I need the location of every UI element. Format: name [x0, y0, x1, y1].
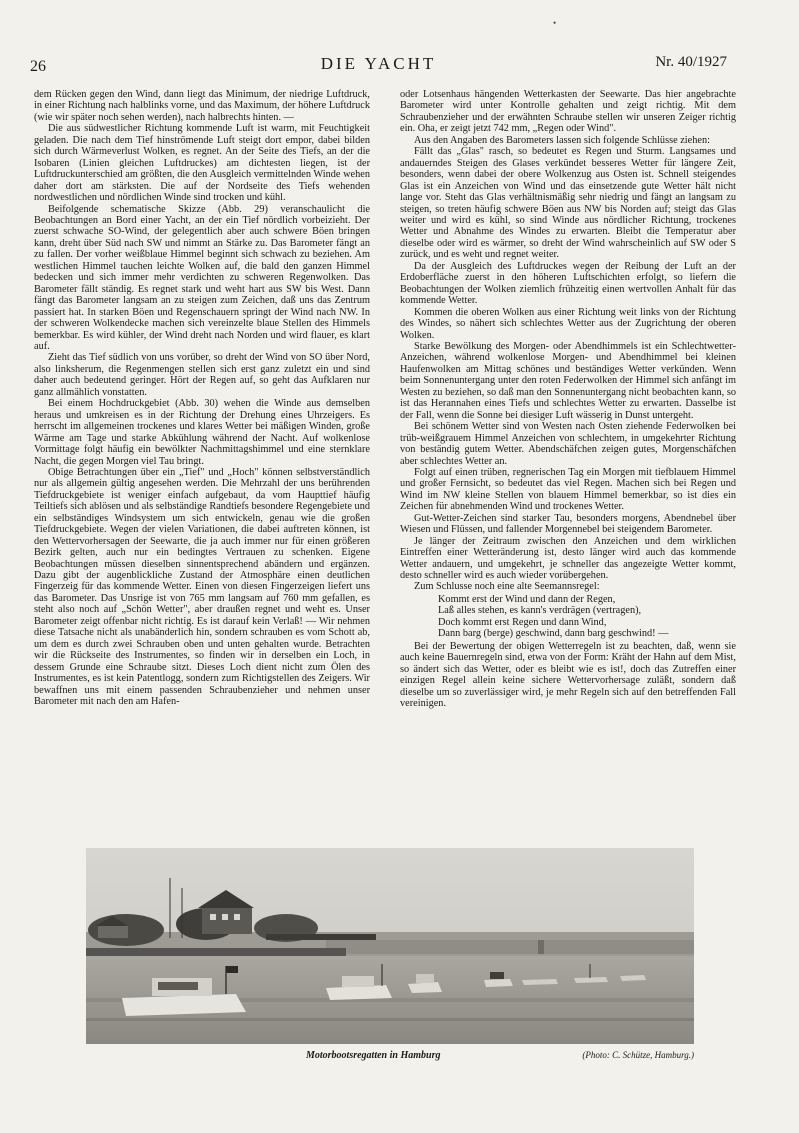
- paragraph: Zum Schlusse noch eine alte Seemannsregel:: [414, 581, 600, 593]
- right-text-column: [400, 89, 736, 709]
- verse-line: Kommt erst der Wind und dann der Regen,: [438, 593, 616, 605]
- paragraph: oder Lotsenhaus hängenden Wetterkasten der Seewarte. Das hier angebrachte Barometer wird unter Kontrolle gehalten und zeigt richtig. Mit dem Schraubenzieher und der erwähnten Schraube stellen wir unseren Zeiger richtig ein. Oha, er zeigt jetzt 742 mm, „Regen oder Wind".: [400, 89, 736, 135]
- regatta-photo: [86, 848, 694, 1044]
- verse-line: Laß alles stehen, es kann's verdrägen (vertragen),: [438, 605, 642, 617]
- issue-number: Nr. 40/1927: [655, 54, 727, 70]
- verse-line: Dann barg (berge) geschwind, dann barg geschwind! —: [438, 628, 669, 640]
- page-number: 26: [30, 58, 46, 75]
- paragraph: Bei der Bewertung der obigen Wetterregeln ist zu beachten, daß, wenn sie auch keine Bauernregeln sind, etwa von der Form: Kräht der Hahn auf dem Mist, so ändert sich das Wetter, oder es bleibt wie es ist!, doch das Zutreffen einer einzigen Regel allein keine sichere Wettervorhersage zuläßt, sondern daß dieselbe um so zuverlässiger wird, je mehr Regeln sich auf den betreffenden Fall vereinigen.: [400, 640, 736, 710]
- verse-block: [400, 594, 736, 640]
- paragraph: Starke Bewölkung des Morgen- oder Abendhimmels ist ein Schlechtwetter-Anzeichen, während wolkenlose Morgen- und Abendhimmel bei kleinen Haufenwolken am Mittag schönes und beständiges Wetter verkünden. Wenn beim Sonnenuntergang unter den roten Federwolken der Himmel sich anfängt im Westen zu beziehen, so daß man den Sonnenuntergang nicht beobachten kann, so ist das Herannahen eines Tiefs und schlechtes Wetter zu erwarten. Dasselbe ist der Fall, wenn die Sonne bei diesiger Luft wässerig in Dunst untergeht.: [400, 340, 736, 421]
- magazine-title: DIE YACHT: [320, 54, 437, 73]
- photo-caption-row: [86, 1050, 694, 1066]
- photo-caption: Motorbootsregatten in Hamburg: [306, 1050, 441, 1061]
- paragraph: Beifolgende schematische Skizze (Abb. 29) veranschaulicht die Beobachtungen an Bord einer Yacht, an der ein Tief nördlich vorbeizieht. Der zuerst schwache SO-Wind, der gelegentlich aber auch schwere Böen bringen kann, dreht über Süd nach SW und nimmt an Stärke zu. Das Barometer fängt an zu fallen. Der vorher weißblaue Himmel beginnt sich schwach zu beziehen. Am westlichen Himmel tauchen leichte Wolken auf, die bald den ganzen Himmel bedecken und sich immer mehr verdichten zu schweren Regenwolken. Das Barometer fällt ständig. Es regnet stark und weht hart aus SW bis West. Dann fängt das Barometer langsam an zu steigen zum Zeichen, daß uns das Zentrum passiert hat. In starken Böen und Regenschauern springt der Wind nach NW. In der schweren Wolkendecke machen sich vereinzelte blaue Stellen des Himmels bemerkbar. Es wird kühler, der Wind dreht nach Norden und wird flauer, es klart auf.: [34, 203, 370, 352]
- paragraph: Kommen die oberen Wolken aus einer Richtung weit links von der Richtung des Windes, so nähert sich schlechtes Wetter aus der Zugrichtung der oberen Wolken.: [400, 306, 736, 341]
- page-header: [30, 52, 727, 76]
- paragraph: Zieht das Tief südlich von uns vorüber, so dreht der Wind von SO über Nord, also linksherum, die Regenmengen stellen sich erst ganz zuletzt ein und sind daher auch bedeutend geringer. Hört der Regen auf, so geht das Aufklaren nur ganz allmählich vonstatten.: [34, 352, 370, 398]
- paragraph: Bei schönem Wetter sind von Westen nach Osten ziehende Federwolken bei trüb-weißgrauem Himmel Anzeichen von schlechtem, in umgekehrter Richtung von beständig gutem Wetter. Abendschäfchen zeigen gutes, Morgenschäfchen aber schlechtes Wetter an.: [400, 421, 736, 467]
- paragraph: Je länger der Zeitraum zwischen den Anzeichen und dem wirklichen Eintreffen einer Wetteränderung ist, desto länger wird auch das kommende Wetter andauern, und umgekehrt, je schneller das angezeigte Wetter kommt, desto schneller wird es auch wieder vorübergehen.: [400, 535, 736, 582]
- paragraph: Die aus südwestlicher Richtung kommende Luft ist warm, mit Feuchtigkeit geladen. Die nach dem Tief hinströmende Luft steigt dort empor, dabei bilden sich durch Wärmeverlust Wolken, es regnet. An der Seite des Tiefs, an der die Isobaren (Linien gleichen Luftdruckes) am dichtesten liegen, ist der Luftdruckunterschied am größten, die den Ausgleich vermittelnden Winde wehen daher dort am stärksten. Die auf der Nordseite des Tiefs wehenden nordwestlichen und nördlichen Winde sind trocken und kühl.: [34, 123, 370, 204]
- verse-line: Doch kommt erst Regen und dann Wind,: [438, 616, 607, 628]
- paragraph: Fällt das „Glas" rasch, so bedeutet es Regen und Sturm. Langsames und andauerndes Steigen des Glases verkündet besseres Wetter für längere Zeit, besonders, wenn dabei der obere Wolkenzug aus Osten ist. Schnell steigendes Glas ist ein Anzeichen von Wind und das einsetzende gute Wetter hält nicht lange vor. Steht das Glas verhältnismäßig sehr niedrig und fängt an langsam zu steigen, so treten häufig schwere Böen aus NW bis Norden auf; steigt das Glas weiter und wird es kühl, so sind Winde aus nördlicher Richtung, trockenes Wetter und Abnahme des Windes zu erwarten. Bleibt die Temperatur aber dieselbe oder wird es wärmer, so dreht der Wind wahrscheinlich auf SW oder S zurück, und es weht und regnet weiter.: [400, 146, 736, 261]
- photo-credit: (Photo: C. Schütze, Hamburg.): [582, 1050, 694, 1060]
- paragraph: Obige Betrachtungen über ein „Tief" und „Hoch" können selbstverständlich nur als allgemein gültig angesehen werden. Die Mehrzahl der uns berührenden Tiefdruckgebiete ist weniger einfach aufgebaut, da vom Haupttief häufig Teiltiefs sich ablösen und als selbständige Randtiefs besondere Regengebiete und ein selbständiges Windsystem um sich entwickeln, genau wie die großen Tiefdruckgebiete. Wegen der vielen Variationen, die dabei auftreten können, ist den Wettervorhersagen der Seewarte, die ja auch immer nur für einen größeren Bezirk gelten, auch nur ein bedingtes Vertrauen zu schenken. Eigene Beobachtungen müssen dieselben sinnentsprechend abändern und ergänzen. Dazu gibt der augenblickliche Zustand der Atmosphäre einen deutlichen Fingerzeig für das kommende Wetter. Einen von diesen Fingerzeigen liefert uns das Barometer. Das Unsrige ist von 765 mm langsam auf 760 mm gefallen, es steht also noch auf „Schön Wetter", aber draußen regnet und weht es. Unser Barometer zeigt offenbar nicht richtig. Es ist darauf kein Verlaß! — Wir nehmen diese Tatsache nicht als unabänderlich hin, sondern schrauben es vom Schott ab, um dem es durch zwei Schrauben oben und unten gehalten wurde. Betrachten wir die Rückseite des Instrumentes, so finden wir in derselben ein Loch, in dessem Grunde eine Schraube sitzt. Dieses Loch dient nicht zum Ölen des Instrumentes, es ist kein Patentlogg, sondern zum Richtigstellen des Zeigers. Wir bewaffnen uns mit einem passenden Schraubenzieher und nehmen unser Barometer mit nach den am Hafen-: [34, 466, 370, 708]
- corner-mark: •: [553, 18, 557, 28]
- paragraph: Da der Ausgleich des Luftdruckes wegen der Reibung der Luft an der Erdoberfläche zuerst in den höheren Luftschichten erfolgt, so liefern die Beobachtungen der Wolken ziemlich frühzeitig einen wertvollen Anhalt für das kommende Wetter.: [400, 260, 736, 307]
- paragraph: Gut-Wetter-Zeichen sind starker Tau, besonders morgens, Abendnebel über Wiesen und Flüssen, und fallender Morgennebel bei steigendem Barometer.: [400, 512, 736, 536]
- paragraph: Folgt auf einen trüben, regnerischen Tag ein Morgen mit tiefblauem Himmel und großer Fernsicht, so bedeutet das viel Regen. Machen sich bei Regen und Wind im NW kleine Stellen von blauem Himmel bemerkbar, so ist dies ein Zeichen für abnehmenden Wind und trockenes Wetter.: [400, 466, 736, 513]
- paragraph: dem Rücken gegen den Wind, dann liegt das Minimum, der niedrige Luftdruck, in einer Richtung nach halblinks vorne, und das Maximum, der höhere Luftdruck (wie wir später noch sehen werden), nach halbrechts hinten. —: [34, 89, 370, 123]
- left-text-column: [34, 89, 370, 707]
- paragraph: Aus den Angaben des Barometers lassen sich folgende Schlüsse ziehen:: [414, 134, 710, 146]
- paragraph: Bei einem Hochdruckgebiet (Abb. 30) wehen die Winde aus demselben heraus und umkreisen es in der Richtung der Drehung eines Uhrzeigers. Es herrscht im allgemeinen trockenes und klares Wetter bei mäßigen Winden, große Wärme am Tage und starke Abkühlung während der Nacht. Auf wolkenlose Vormittage folgt häufig ein bewölkter Nachmittagshimmel und eine sternklare Nacht, die gegen Morgen viel Tau bringt.: [34, 398, 370, 467]
